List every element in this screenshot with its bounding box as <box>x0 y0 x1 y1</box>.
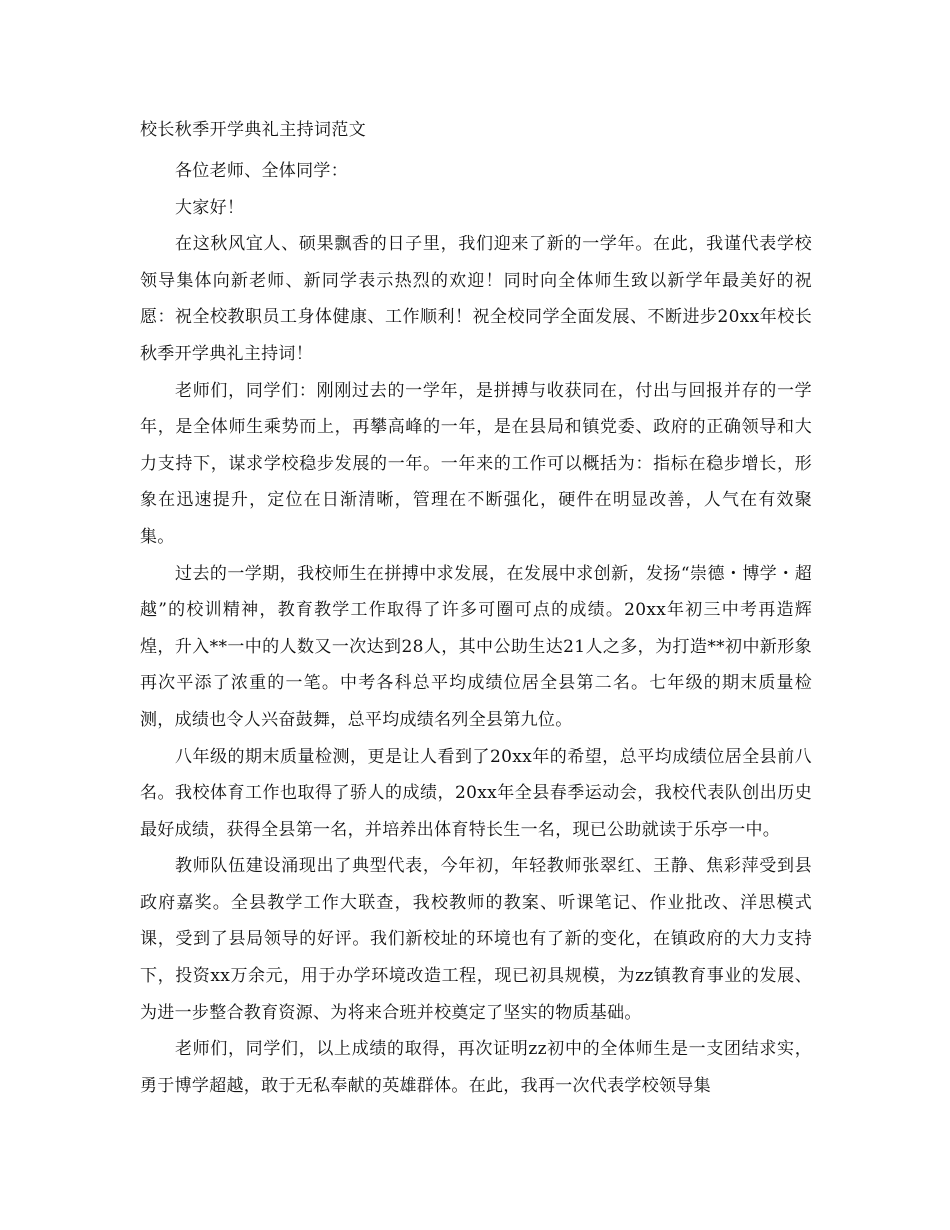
paragraph-salutation: 各位老师、全体同学： <box>175 161 348 181</box>
paragraph-conclusion: 老师们，同学们，以上成绩的取得，再次证明zz初中的全体师生是一支团结求实，勇于博学超越，敢于无私奉献的英雄群体。在此，我再一次代表学校领导集 <box>140 1039 812 1096</box>
paragraph-greeting: 大家好！ <box>175 197 245 218</box>
paragraph-achievements: 过去的一学期，我校师生在拼搏中求发展，在发展中求创新，发扬“崇德・博学・超越”的校训精神，教育教学工作取得了许多可圈可点的成绩。20xx年初三中考再造辉煌，升入**一中的人数又一次达到28人，其中公助生达21人之多，为打造**初中新形象再次平添了浓重的一笔。中考各科总平均成绩位居全县第二名。七年级的期末质量检测，成绩也令人兴奋鼓舞，总平均成绩名列全县第九位。 <box>140 563 812 730</box>
paragraph-teachers: 教师队伍建设涌现出了典型代表，今年初，年轻教师张翠红、王静、焦彩萍受到县政府嘉奖。全县教学工作大联查，我校教师的教案、听课笔记、作业批改、洋思模式课，受到了县局领导的好评。我们新校址的环境也有了新的变化，在镇政府的大力支持下，投资xx万余元，用于办学环境改造工程，现已初具规模，为zz镇教育事业的发展、为进一步整合教育资源、为将来合班并校奠定了坚实的物质基础。 <box>140 856 812 1023</box>
document-title: 校长秋季开学典礼主持词范文 <box>140 120 367 140</box>
paragraph-grade-eight: 八年级的期末质量检测，更是让人看到了20xx年的希望，总平均成绩位居全县前八名。我校体育工作也取得了骄人的成绩，20xx年全县春季运动会，我校代表队创出历史最好成绩，获得全县第一名，并培养出体育特长生一名，现已公助就读于乐亭一中。 <box>140 746 812 840</box>
paragraph-welcome: 在这秋风宜人、硕果飘香的日子里，我们迎来了新的一学年。在此，我谨代表学校领导集体向新老师、新同学表示热烈的欢迎！同时向全体师生致以新学年最美好的祝愿：祝全校教职员工身体健康、工作顺利！祝全校同学全面发展、不断进步20xx年校长秋季开学典礼主持词！ <box>140 234 812 364</box>
paragraph-past-year: 老师们，同学们：刚刚过去的一学年，是拼搏与收获同在，付出与回报并存的一学年，是全体师生乘势而上，再攀高峰的一年，是在县局和镇党委、政府的正确领导和大力支持下，谋求学校稳步发展的一年。一年来的工作可以概括为：指标在稳步增长，形象在迅速提升，定位在日渐清晰，管理在不断强化，硬件在明显改善，人气在有效聚集。 <box>140 380 812 547</box>
document-body <box>140 153 812 1104</box>
